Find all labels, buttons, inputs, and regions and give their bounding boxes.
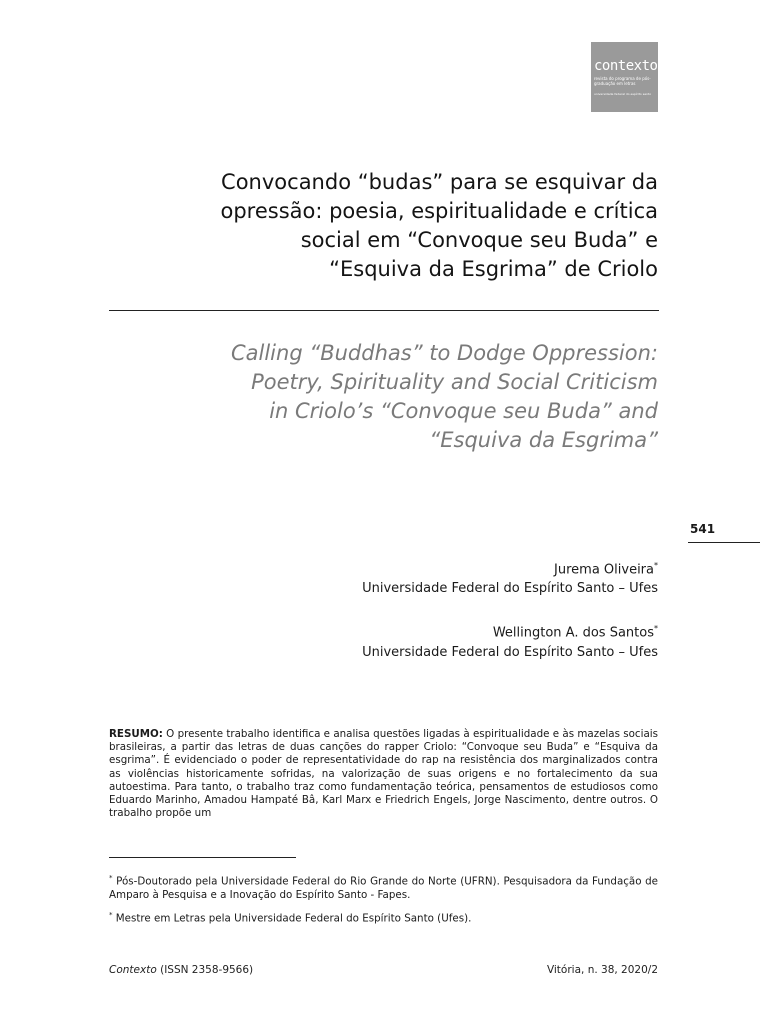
footnote-mark: * bbox=[109, 874, 113, 882]
footer-journal bbox=[109, 964, 253, 976]
author-footnote-mark: * bbox=[654, 624, 658, 634]
author-affiliation: Universidade Federal do Espírito Santo – Ufes bbox=[362, 581, 658, 597]
footnote-text: Mestre em Letras pela Universidade Federal do Espírito Santo (Ufes). bbox=[115, 912, 472, 925]
footer-issue: Vitória, n. 38, 2020/2 bbox=[546, 964, 658, 976]
title-divider bbox=[109, 310, 659, 311]
author-entry bbox=[238, 619, 658, 661]
logo-subtitle: revista do programa de pós-graduação em letras bbox=[594, 76, 651, 86]
author-footnote-mark: * bbox=[654, 561, 658, 570]
footnote-divider bbox=[109, 857, 296, 858]
footnote-mark: * bbox=[109, 911, 113, 920]
title-en-line: in Criolo’s “Convoque seu Buda” and bbox=[269, 399, 658, 423]
title-portuguese bbox=[158, 168, 658, 284]
footnote bbox=[109, 908, 658, 925]
abstract bbox=[109, 728, 658, 826]
author-entry bbox=[238, 556, 658, 598]
page-number-rule bbox=[688, 542, 760, 543]
page-number: 541 bbox=[690, 522, 716, 536]
logo-brand: contexto bbox=[594, 58, 658, 74]
footnote-text: Pós-Doutorado pela Universidade Federal do Rio Grande do Norte (UFRN). Pesquisadora da Fundação de Amparo à Pesquisa e a Inovação do Espírito Santo - Fapes. bbox=[109, 875, 659, 902]
journal-logo bbox=[591, 42, 658, 112]
footer-issn: (ISSN 2358-9566) bbox=[160, 964, 254, 976]
author-affiliation: Universidade Federal do Espírito Santo – Ufes bbox=[362, 644, 658, 660]
title-en-line: Poetry, Spirituality and Social Criticism bbox=[251, 370, 658, 394]
footer-journal-name: Contexto bbox=[109, 964, 157, 976]
abstract-label: RESUMO: bbox=[109, 728, 163, 740]
title-pt-line: social em “Convoque seu Buda” e bbox=[300, 228, 658, 252]
logo-subtitle-2: universidade federal do espírito santo bbox=[594, 92, 652, 96]
footnote bbox=[109, 871, 658, 902]
author-name: Jurema Oliveira bbox=[554, 562, 654, 578]
abstract-text: O presente trabalho identifica e analisa questões ligadas à espiritualidade e às mazelas sociais brasileiras, a partir das letras de duas canções do rapper Criolo: “Convoque seu Buda” e “Esquiva da esgrima”. É evidenciado o poder de representatividade do rap na resistência dos marginalizados contra as violências historicamente sofridas, na valorização de suas origens e no fortalecimento da sua autoestima. Para tanto, o trabalho traz como fundamentação teórica, pensamentos de estudiosos como Eduardo Marinho, Amadou Hampaté Bâ, Karl Marx e Friedrich Engels, Jorge Nascimento, dentre outros. O trabalho propõe um bbox=[109, 728, 658, 820]
title-english bbox=[138, 339, 658, 455]
author-name: Wellington A. dos Santos bbox=[492, 625, 654, 641]
authors-block bbox=[238, 556, 658, 683]
title-en-line: Calling “Buddhas” to Dodge Oppression: bbox=[230, 341, 658, 365]
title-pt-line: “Esquiva da Esgrima” de Criolo bbox=[329, 257, 658, 281]
title-en-line: “Esquiva da Esgrima” bbox=[429, 428, 658, 452]
title-pt-line: opressão: poesia, espiritualidade e crítica bbox=[220, 199, 658, 223]
footnotes bbox=[109, 871, 658, 932]
title-pt-line: Convocando “budas” para se esquivar da bbox=[221, 170, 658, 194]
